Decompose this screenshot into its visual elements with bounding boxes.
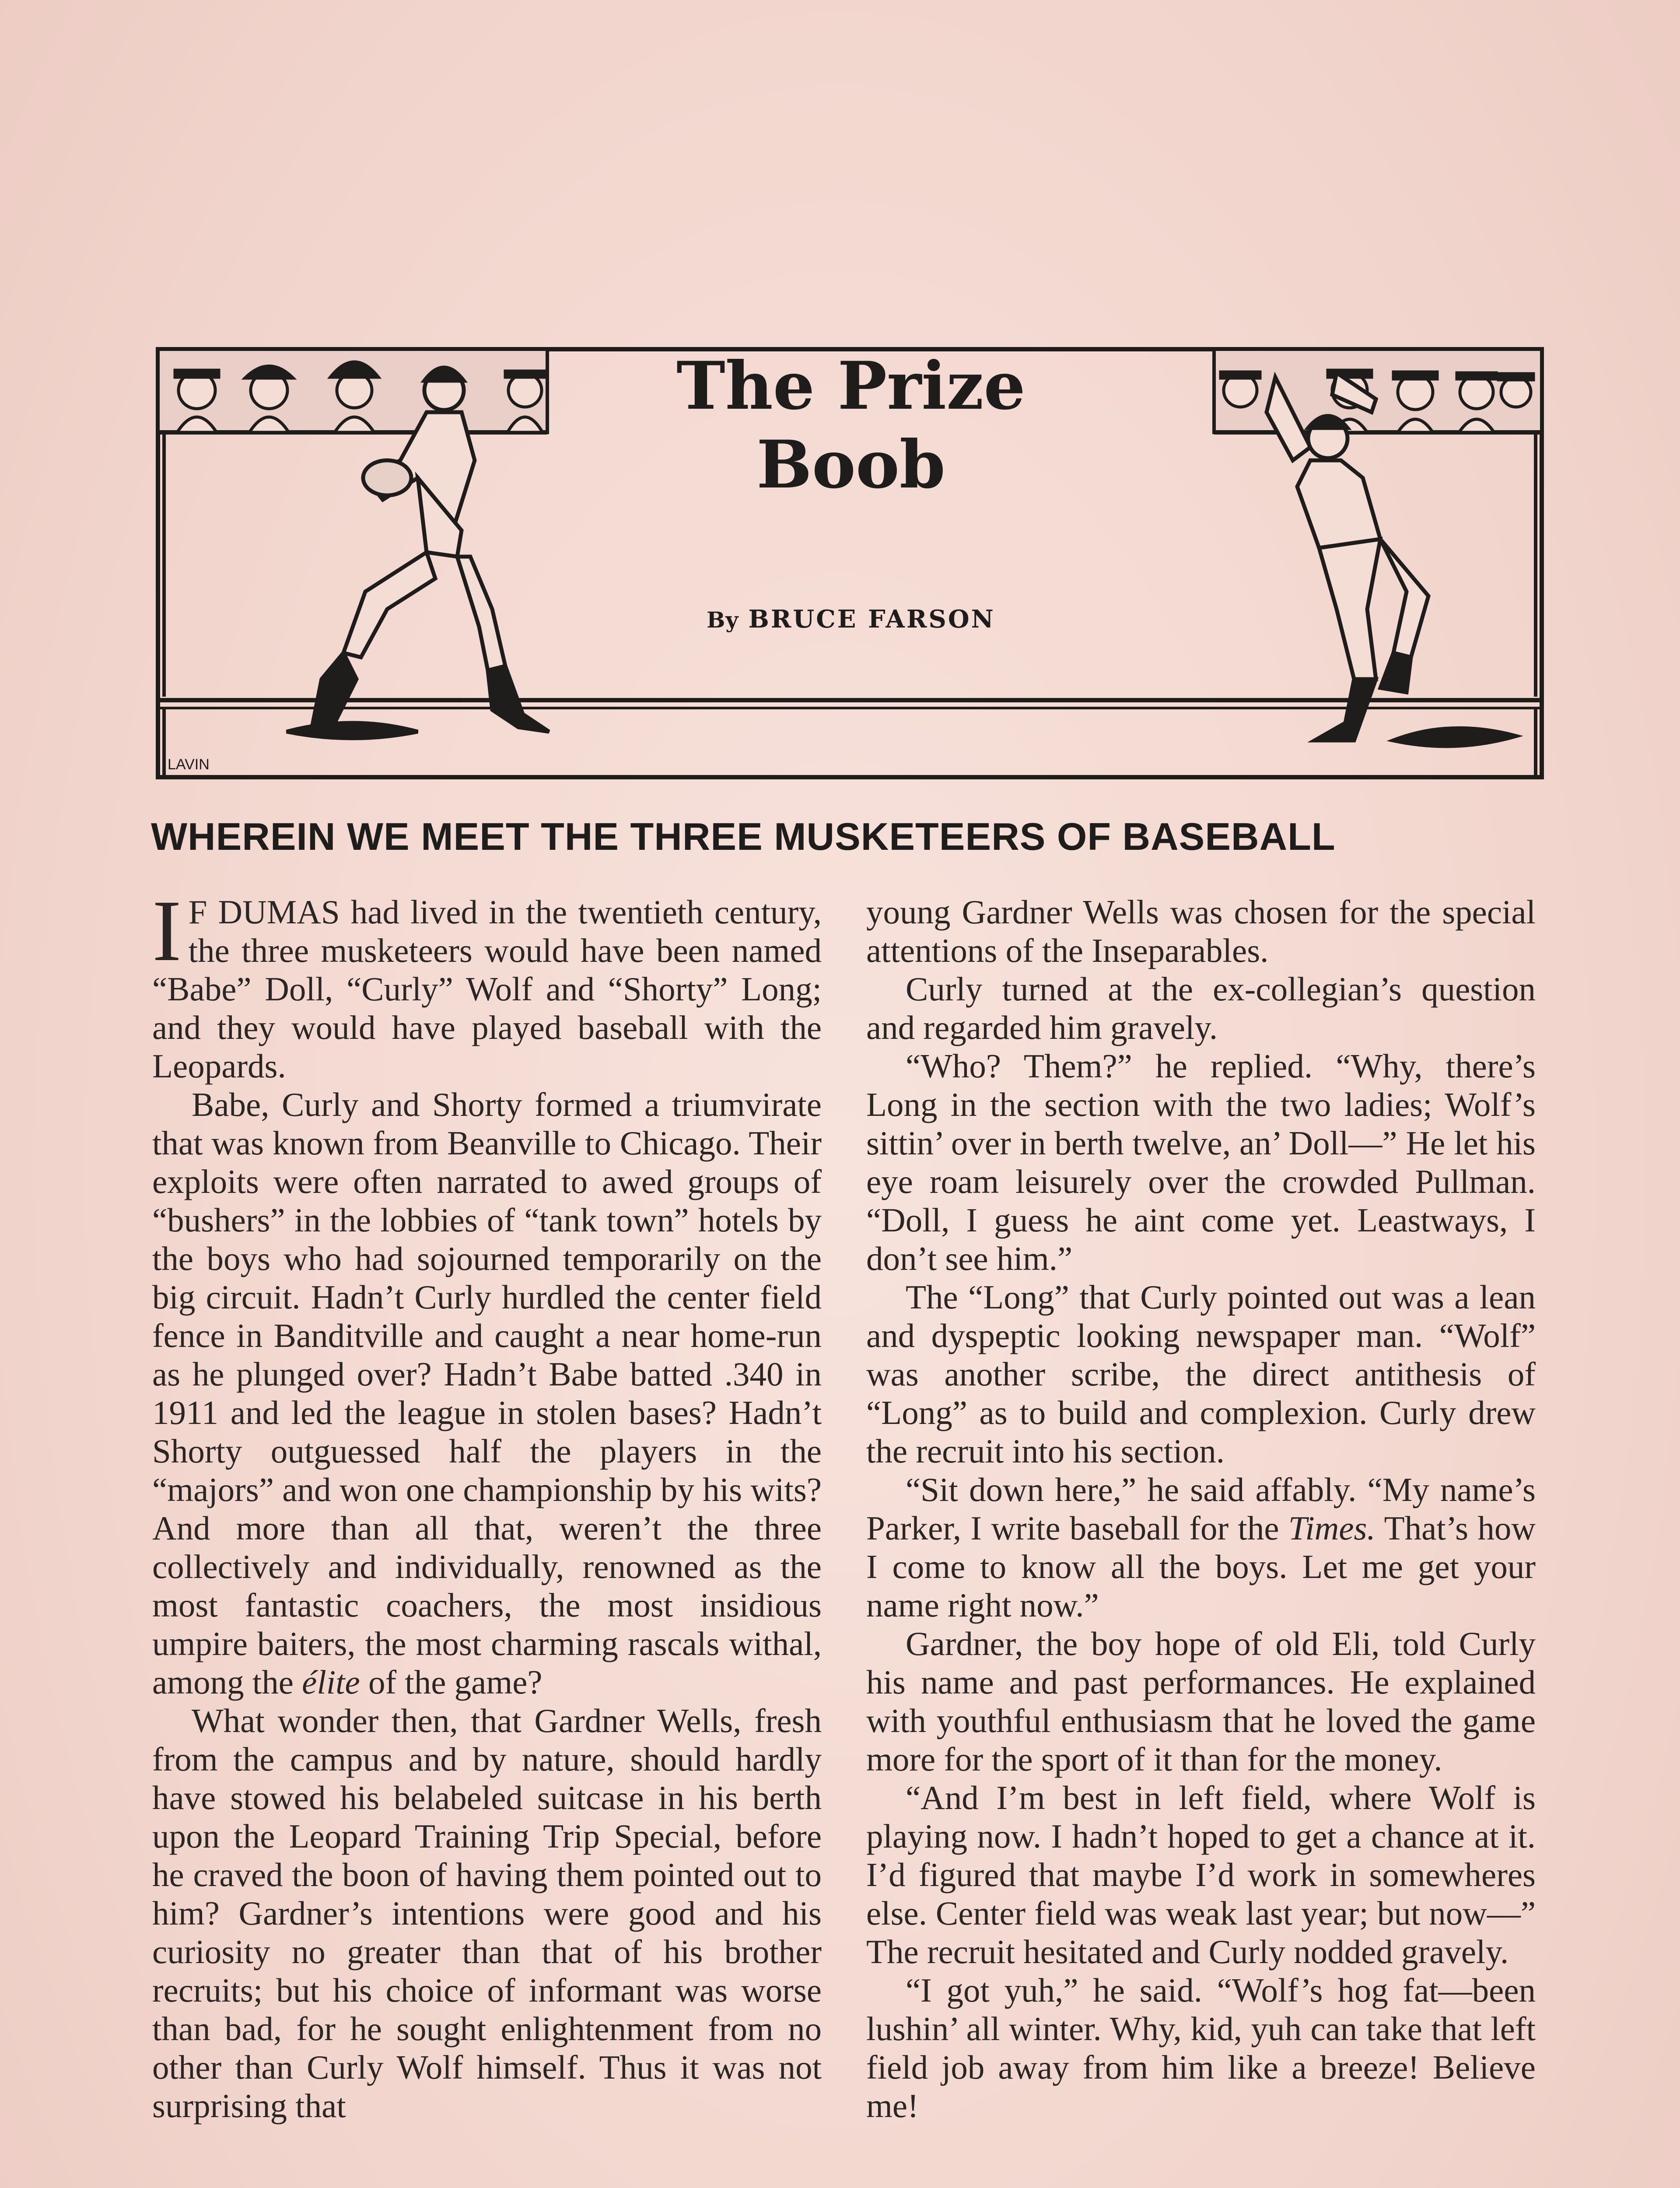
paragraph: “I got yuh,” he said. “Wolf’s hog fat—been lushin’ all winter. Why, kid, yuh can take that left field job away from him like a breeze! Believe me!: [866, 1971, 1536, 2125]
drop-cap: I: [152, 883, 182, 979]
article-subtitle: WHEREIN WE MEET THE THREE MUSKETEERS OF BASEBALL: [151, 815, 1336, 858]
byline: [676, 605, 1026, 634]
paragraph: young Gardner Wells was chosen for the special attentions of the Inseparables.: [866, 893, 1536, 969]
paragraph: What wonder then, that Gardner Wells, fresh from the campus and by nature, should hardly have stowed his belabeled suitcase in his berth upon the Leopard Training Trip Special, before he craved the boon of having them pointed out to him? Gardner’s intentions were good and his curiosity no greater than that of his brother recruits; but his choice of informant was worse than bad, for he sought enlightenment from no other than Curly Wolf himself. Thus it was not surprising that: [152, 1702, 822, 2125]
paragraph: Babe, Curly and Shorty formed a triumvirate that was known from Beanville to Chicago. Their exploits were often narrated to awed groups of “bushers” in the lobbies of “tank town” hotels by the boys who had sojourned temporarily on the big circuit. Hadn’t Curly hurdled the center field fence in Banditville and caught a near home-run as he plunged over? Hadn’t Babe batted .340 in 1911 and led the league in stolen bases? Hadn’t Shorty outguessed half the players in the “majors” and won one championship by his wits? And more than all that, weren’t the three collectively and individually, renowned as the most fantastic coachers, the most insidious umpire baiters, the most charming rascals withal, among the élite of the game?: [152, 1086, 822, 1701]
title-line-1: The Prize: [676, 347, 1026, 424]
paragraph: I F DUMAS had lived in the twentieth century, the three musketeers would have been named “Babe” Doll, “Curly” Wolf and “Shorty” Long; and they would have played baseball with the Leopards.: [152, 883, 822, 1085]
italic-word: élite: [302, 1663, 360, 1701]
byline-prefix: By: [707, 607, 739, 633]
paragraph: Curly turned at the ex-collegian’s question and regarded him gravely.: [866, 970, 1536, 1046]
article-title: [676, 347, 1026, 504]
title-line-2: Boob: [756, 426, 945, 503]
italic-word: Times.: [1288, 1509, 1376, 1547]
paragraph: “Who? Them?” he replied. “Why, there’s Long in the section with the two ladies; Wolf’s sittin’ over in berth twelve, an’ Doll—” He let his eye roam leisurely over the crowded Pullman. “Doll, I guess he aint come yet. Leastways, I don’t see him.”: [866, 1047, 1536, 1277]
author-name: BRUCE FARSON: [748, 605, 995, 634]
paragraph: “Sit down here,” he said affably. “My name’s Parker, I write baseball for the Times. That’s how I come to know all the boys. Let me get your name right now.”: [866, 1471, 1536, 1624]
illustrator-signature: LAVIN: [168, 756, 210, 773]
article-header: [155, 347, 1544, 780]
paragraph: “And I’m best in left field, where Wolf is playing now. I hadn’t hoped to get a chance at it. I’d figured that maybe I’d work in somewheres else. Center field was weak last year; but now—” The recruit hesitated and Curly nodded gravely.: [866, 1779, 1536, 1971]
text-column-right: [866, 893, 1536, 2125]
paragraph: The “Long” that Curly pointed out was a lean and dyspeptic looking newspaper man. “Wolf” was another scribe, the direct antithesis of “Long” as to build and complexion. Curly drew the recruit into his section.: [866, 1278, 1536, 1470]
text-column-left: [152, 883, 822, 2125]
paragraph: Gardner, the boy hope of old Eli, told Curly his name and past performances. He explained with youthful enthusiasm that he loved the game more for the sport of it than for the money.: [866, 1625, 1536, 1778]
